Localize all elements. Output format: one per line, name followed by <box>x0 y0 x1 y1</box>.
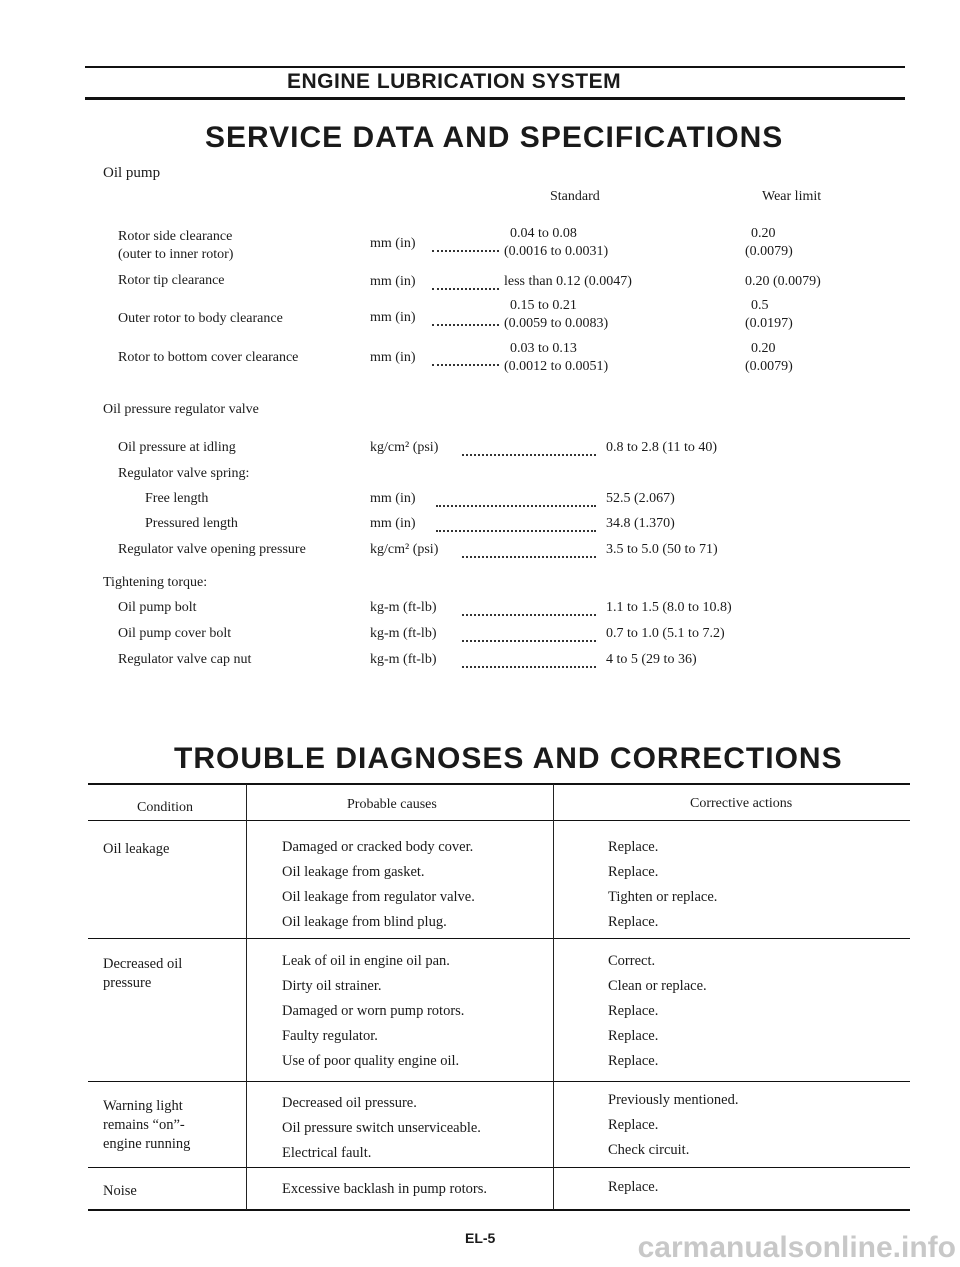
action-line: Replace. <box>608 864 659 880</box>
condition-line: Warning light <box>103 1098 183 1114</box>
cause-line: Faulty regulator. <box>282 1028 378 1044</box>
cause-line: Damaged or cracked body cover. <box>282 839 474 855</box>
condition-cell <box>103 1182 137 1207</box>
spec-wear: 0.20 <box>751 226 776 241</box>
spec-label: Rotor side clearance <box>118 229 233 244</box>
torque-value: 0.7 to 1.0 (5.1 to 7.2) <box>606 626 725 641</box>
leader-dots <box>462 454 596 456</box>
condition-line: Oil leakage <box>103 841 170 857</box>
reg-unit: mm (in) <box>370 491 416 506</box>
spec-standard-sub: (0.0059 to 0.0083) <box>504 316 609 331</box>
action-line: Replace. <box>608 1028 659 1044</box>
causes-cell <box>282 1094 481 1169</box>
spec-label: Outer rotor to body clearance <box>118 311 283 326</box>
leader-dots <box>436 505 596 507</box>
condition-line: remains “on”- <box>103 1117 185 1133</box>
spec-standard-sub: (0.0016 to 0.0031) <box>504 244 609 259</box>
spec-unit: mm (in) <box>370 274 416 289</box>
cause-line: Oil leakage from blind plug. <box>282 914 447 930</box>
spec-standard: 0.03 to 0.13 <box>510 341 577 356</box>
reg-label: Oil pressure at idling <box>118 440 236 455</box>
col-header-actions: Corrective actions <box>690 796 793 811</box>
action-line: Clean or replace. <box>608 978 707 994</box>
reg-label: Pressured length <box>145 516 238 531</box>
table-rule-bottom <box>88 1209 910 1211</box>
condition-line: Noise <box>103 1183 137 1199</box>
causes-cell <box>282 952 464 1077</box>
reg-unit: mm (in) <box>370 516 416 531</box>
leader-dots <box>462 666 596 668</box>
action-line: Previously mentioned. <box>608 1092 739 1108</box>
reg-value: 52.5 (2.067) <box>606 491 675 506</box>
table-divider <box>246 784 247 1210</box>
spec-unit: mm (in) <box>370 236 416 251</box>
torque-unit: kg-m (ft-lb) <box>370 626 437 641</box>
table-rule-header <box>88 820 910 821</box>
action-line: Replace. <box>608 1053 659 1069</box>
torque-value: 4 to 5 (29 to 36) <box>606 652 697 667</box>
torque-unit: kg-m (ft-lb) <box>370 600 437 615</box>
spec-wear: 0.20 (0.0079) <box>745 274 821 289</box>
torque-label: Oil pump bolt <box>118 600 197 615</box>
spec-standard: 0.15 to 0.21 <box>510 298 577 313</box>
table-divider <box>553 784 554 1210</box>
actions-cell <box>608 1178 658 1203</box>
condition-line: Decreased oil <box>103 956 183 972</box>
spec-wear: 0.5 <box>751 298 769 313</box>
cause-line: Dirty oil strainer. <box>282 978 382 994</box>
trouble-title: TROUBLE DIAGNOSES AND CORRECTIONS <box>174 742 843 775</box>
cause-line: Damaged or worn pump rotors. <box>282 1003 465 1019</box>
torque-unit: kg-m (ft-lb) <box>370 652 437 667</box>
reg-label: Regulator valve opening pressure <box>118 542 306 557</box>
leader-dots <box>432 288 499 290</box>
spec-label: Rotor tip clearance <box>118 273 225 288</box>
action-line: Replace. <box>608 1179 659 1195</box>
reg-unit: kg/cm² (psi) <box>370 542 439 557</box>
spec-wear-sub: (0.0079) <box>745 244 793 259</box>
spec-label-sub: (outer to inner rotor) <box>118 247 234 262</box>
condition-line: engine running <box>103 1136 191 1152</box>
table-rule-row <box>88 1081 910 1082</box>
reg-value: 0.8 to 2.8 (11 to 40) <box>606 440 718 455</box>
col-wear-header: Wear limit <box>762 189 822 204</box>
actions-cell <box>608 838 717 938</box>
actions-cell <box>608 952 707 1077</box>
leader-dots <box>432 324 499 326</box>
table-rule-top <box>88 783 910 785</box>
torque-value: 1.1 to 1.5 (8.0 to 10.8) <box>606 600 732 615</box>
col-standard-header: Standard <box>550 189 600 204</box>
action-line: Tighten or replace. <box>608 889 718 905</box>
cause-line: Leak of oil in engine oil pan. <box>282 953 450 969</box>
reg-value: 3.5 to 5.0 (50 to 71) <box>606 542 718 557</box>
cause-line: Electrical fault. <box>282 1145 372 1161</box>
action-line: Correct. <box>608 953 656 969</box>
condition-line: pressure <box>103 975 152 991</box>
leader-dots <box>436 530 596 532</box>
torque-label: Regulator valve cap nut <box>118 652 252 667</box>
action-line: Replace. <box>608 1117 659 1133</box>
reg-value: 34.8 (1.370) <box>606 516 675 531</box>
reg-unit: kg/cm² (psi) <box>370 440 439 455</box>
page-number: EL-5 <box>465 1230 496 1246</box>
spec-unit: mm (in) <box>370 310 416 325</box>
leader-dots <box>432 364 499 366</box>
col-header-causes: Probable causes <box>347 797 437 812</box>
reg-label: Regulator valve spring: <box>118 466 250 481</box>
actions-cell <box>608 1091 739 1166</box>
cause-line: Decreased oil pressure. <box>282 1095 417 1111</box>
cause-line: Excessive backlash in pump rotors. <box>282 1181 487 1197</box>
condition-cell <box>103 840 169 865</box>
table-rule-row <box>88 1167 910 1168</box>
leader-dots <box>462 556 596 558</box>
cause-line: Oil pressure switch unserviceable. <box>282 1120 481 1136</box>
cause-line: Oil leakage from regulator valve. <box>282 889 475 905</box>
leader-dots <box>462 640 596 642</box>
causes-cell <box>282 1180 487 1205</box>
action-line: Replace. <box>608 1003 659 1019</box>
spec-standard-sub: (0.0012 to 0.0051) <box>504 359 609 374</box>
spec-standard: 0.04 to 0.08 <box>510 226 577 241</box>
reg-label: Free length <box>145 491 209 506</box>
section-title: ENGINE LUBRICATION SYSTEM <box>287 70 622 93</box>
spec-wear-sub: (0.0197) <box>745 316 793 331</box>
spec-wear-sub: (0.0079) <box>745 359 793 374</box>
oil-pump-heading: Oil pump <box>103 165 161 181</box>
action-line: Replace. <box>608 839 659 855</box>
spec-unit: mm (in) <box>370 350 416 365</box>
torque-label: Oil pump cover bolt <box>118 626 232 641</box>
action-line: Check circuit. <box>608 1142 690 1158</box>
spec-label: Rotor to bottom cover clearance <box>118 350 299 365</box>
table-rule-row <box>88 938 910 939</box>
header-rule-top <box>85 66 905 68</box>
leader-dots <box>432 250 499 252</box>
torque-heading: Tightening torque: <box>103 575 208 590</box>
condition-cell <box>103 1097 190 1154</box>
leader-dots <box>462 614 596 616</box>
service-title: SERVICE DATA AND SPECIFICATIONS <box>205 121 784 154</box>
regulator-heading: Oil pressure regulator valve <box>103 402 259 417</box>
causes-cell <box>282 838 475 938</box>
watermark: carmanualsonline.info <box>637 1231 956 1264</box>
col-header-condition: Condition <box>137 800 194 815</box>
cause-line: Use of poor quality engine oil. <box>282 1053 460 1069</box>
spec-standard: less than 0.12 (0.0047) <box>504 274 632 289</box>
condition-cell <box>103 955 182 993</box>
action-line: Replace. <box>608 914 659 930</box>
header-rule-bottom <box>85 97 905 100</box>
spec-wear: 0.20 <box>751 341 776 356</box>
cause-line: Oil leakage from gasket. <box>282 864 425 880</box>
